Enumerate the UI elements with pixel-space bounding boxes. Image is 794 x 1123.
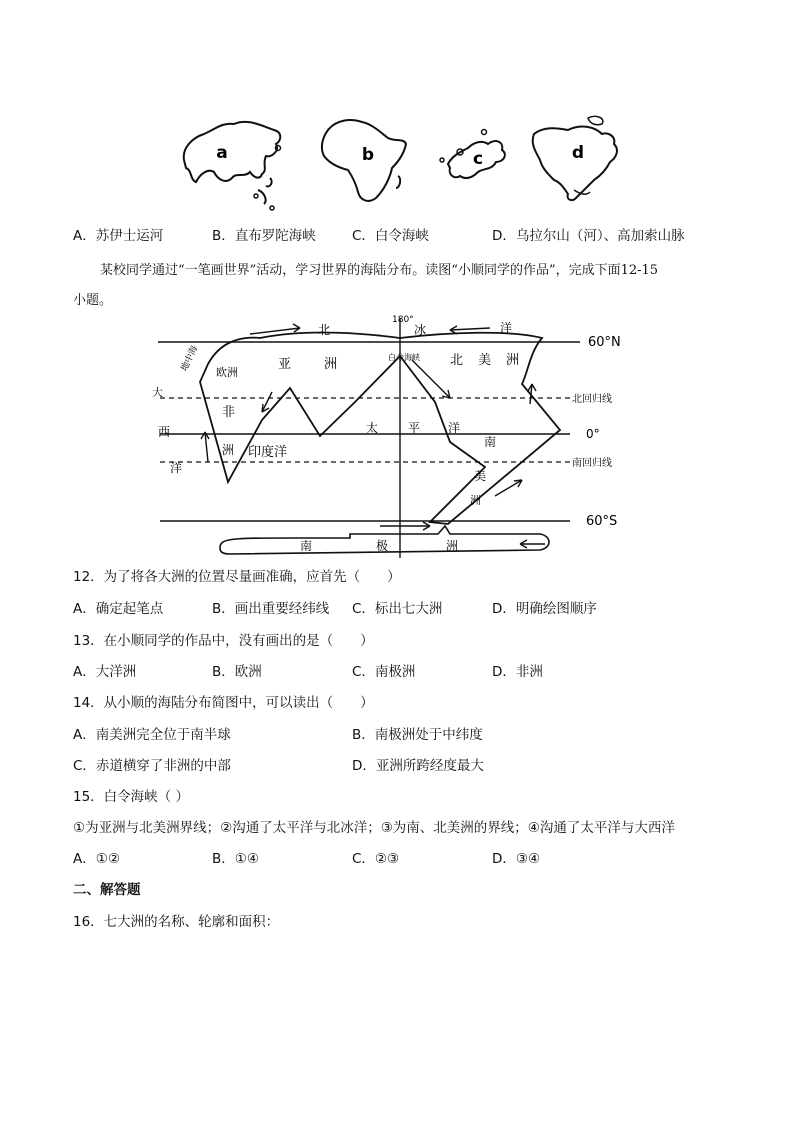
q11-option-b: B．直布罗陀海峡: [212, 228, 316, 244]
q13-option-c: C．南极洲: [352, 664, 416, 680]
section-title: 二、解答题: [73, 882, 141, 898]
intro-line-2: 小题。: [73, 293, 113, 308]
map-label-b: b: [361, 145, 375, 165]
q15-option-d: D．③④: [492, 851, 541, 867]
q16-stem: 16．七大洲的名称、轮廓和面积：: [73, 914, 280, 930]
q15-option-b: B．①④: [212, 851, 259, 867]
sketch-label: 欧洲: [216, 366, 238, 379]
q12-option-d: D．明确绘图顺序: [492, 601, 597, 617]
intro-line-1: 某校同学通过“一笔画世界”活动，学习世界的海陆分布。读图“小顺同学的作品”，完成下面12-15: [100, 263, 659, 278]
map-label-c: c: [472, 149, 484, 169]
q13-option-a: A．大洋洲: [73, 664, 137, 680]
sketch-label: 地中海: [179, 344, 201, 374]
sketch-label: 极: [376, 539, 389, 553]
sketch-label: 南: [484, 435, 497, 449]
q12-stem: 12．为了将各大洲的位置尽量画准确，应首先（ ）: [73, 569, 401, 585]
q11-option-c: C．白令海峡: [352, 228, 429, 244]
q13-option-d: D．非洲: [492, 664, 543, 680]
q13-option-b: B．欧洲: [212, 664, 262, 680]
lat-label-60n: 60°N: [588, 335, 621, 350]
sketch-label: 洋: [500, 321, 513, 335]
q14-option-a: A．南美洲完全位于南半球: [73, 727, 231, 743]
q15-statements: ①为亚洲与北美洲界线；②沟通了太平洋与北冰洋；③为南、北美洲的界线；④沟通了太平洋与大西洋: [73, 820, 675, 836]
sketch-label: 洲: [446, 539, 459, 553]
q11-option-d: D．乌拉尔山（河）、高加索山脉: [492, 228, 685, 244]
q15-option-c: C．②③: [352, 851, 400, 867]
world-sketch-map: [150, 312, 630, 560]
sketch-label: 印度洋: [248, 445, 288, 460]
sketch-label: 大: [152, 386, 163, 399]
sketch-label: 北: [450, 353, 464, 368]
q14-stem: 14．从小顺的海陆分布简图中，可以读出（ ）: [73, 695, 374, 711]
meridian-label-180: 180°: [392, 315, 414, 325]
sketch-label: 北: [318, 323, 331, 337]
sketch-label: 洲: [324, 357, 338, 372]
sketch-label: 洲: [506, 353, 520, 368]
lat-label-60s: 60°S: [586, 514, 618, 529]
q14-option-c: C．赤道横穿了非洲的中部: [73, 758, 231, 774]
q11-option-a: A．苏伊士运河: [73, 228, 164, 244]
sketch-label: 平: [408, 421, 421, 435]
sketch-label: 西: [158, 425, 171, 439]
sketch-label: 非: [222, 405, 236, 420]
q15-option-a: A．①②: [73, 851, 120, 867]
north-america-outline: [533, 127, 617, 201]
sketch-label: 美: [474, 469, 487, 483]
sketch-label: 洲: [222, 443, 235, 457]
q12-option-b: B．画出重要经纬线: [212, 601, 330, 617]
lat-label-tropic-cancer: 北回归线: [572, 394, 612, 405]
map-label-a: a: [216, 143, 228, 163]
q13-stem: 13．在小顺同学的作品中，没有画出的是（ ）: [73, 633, 374, 649]
sketch-label: 美: [478, 353, 492, 368]
sketch-label: 洋: [448, 421, 461, 435]
continent-outlines-figure: [170, 108, 630, 218]
sketch-label: 白令海峡: [388, 353, 420, 362]
lat-label-tropic-capricorn: 南回归线: [572, 458, 612, 469]
asia-outline: [184, 122, 281, 182]
sketch-label: 洋: [170, 461, 183, 475]
sketch-label: 冰: [414, 323, 427, 337]
map-label-d: d: [571, 143, 585, 163]
q14-option-d: D．亚洲所跨经度最大: [352, 758, 484, 774]
sketch-label: 洲: [470, 494, 481, 507]
sketch-label: 亚: [278, 357, 292, 372]
q12-option-a: A．确定起笔点: [73, 601, 164, 617]
lat-label-equator: 0°: [586, 427, 600, 441]
q12-option-c: C．标出七大洲: [352, 601, 443, 617]
sketch-label: 南: [300, 539, 313, 553]
q14-option-b: B．南极洲处于中纬度: [352, 727, 483, 743]
q15-stem: 15．白令海峡（ ）: [73, 789, 189, 805]
sketch-label: 太: [366, 421, 379, 435]
